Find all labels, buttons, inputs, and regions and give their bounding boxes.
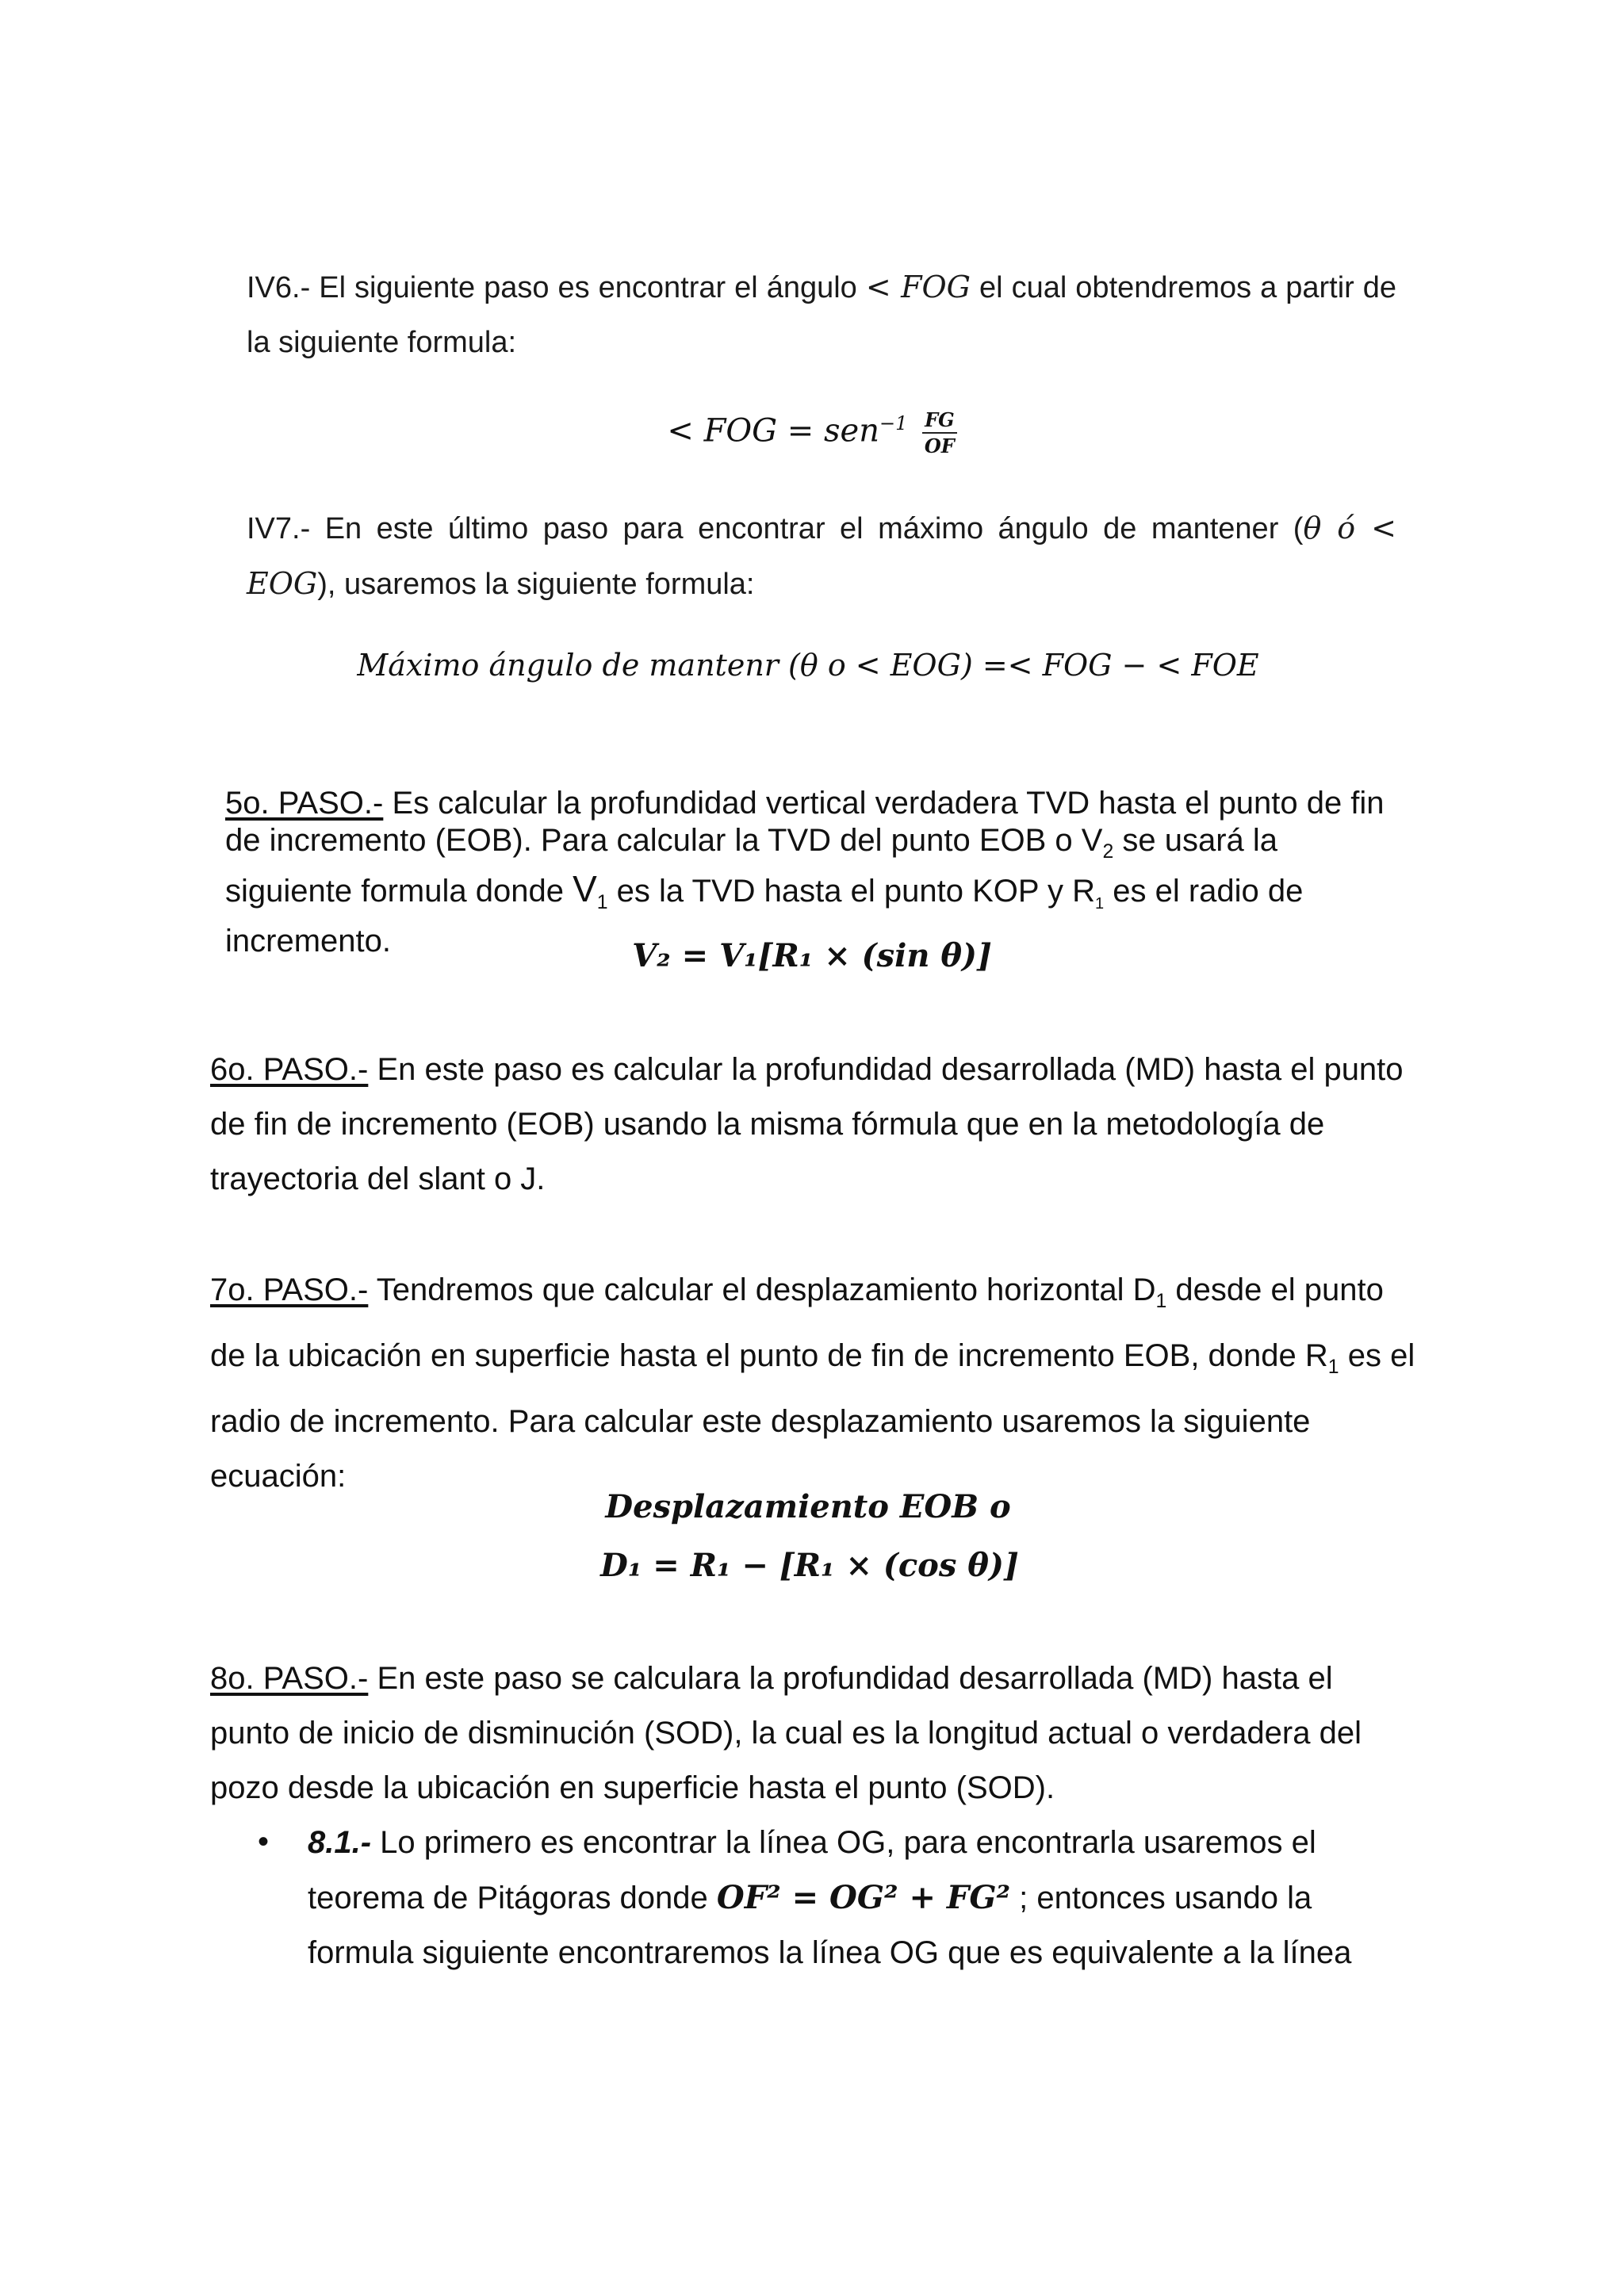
paso7-formula-line2: D₁ = R₁ − [R₁ × (cos θ)]: [600, 1547, 1019, 1584]
bullet-label: 8.1.-: [308, 1825, 372, 1860]
iv7-theta: θ ó <: [1303, 511, 1396, 545]
paso5-label: 5o. PASO.-: [225, 786, 384, 821]
paso6-text: En este paso es calcular la profundidad desarrollada (MD) hasta el punto de fin de incremento (EOB) usando la misma fórmula que en la metodología de trayectoria del slant o J.: [210, 1052, 1404, 1196]
paso6-paragraph: [210, 1043, 1415, 1207]
paso8-label: 8o. PASO.-: [210, 1661, 369, 1696]
paso8-bullet-item: [308, 1816, 1418, 1980]
paso5-text-c: es la TVD hasta el punto KOP y R: [607, 874, 1095, 909]
bullet-text-b: ; entonces usando la formula siguiente encontraremos la línea OG que es equivalente a la línea: [308, 1881, 1352, 1970]
iv6-text-end: el cual obtendremos a partir de la siguiente formula:: [247, 271, 1397, 359]
paso5-paragraph: [225, 785, 1407, 960]
paso6-label: 6o. PASO.-: [210, 1052, 369, 1087]
bullet-marker: •: [258, 1824, 270, 1859]
paso7-text-b: desde el punto de la ubicación en superficie hasta el punto de fin de incremento EOB, donde R: [210, 1272, 1384, 1373]
iv6-formula-lhs: < FOG = sen: [667, 412, 879, 450]
paso5-text-d: es el radio de incremento.: [225, 874, 1304, 959]
fraction-denominator: OF: [924, 434, 955, 457]
paso5-sub-1: 1: [596, 892, 608, 913]
paso5-text-b: se usará la siguiente formula donde: [225, 823, 1278, 909]
paso7-formula-line1: Desplazamiento EOB o: [605, 1488, 1011, 1525]
iv6-angle: < FOG: [865, 270, 971, 304]
paso7-label: 7o. PASO.-: [210, 1272, 369, 1307]
iv6-formula-exponent: −1: [879, 412, 908, 435]
paso5-sub-2: 2: [1102, 841, 1114, 863]
iv7-formula: Máximo ángulo de mantenr (θ o < EOG) =< FOG − < FOE: [357, 648, 1259, 683]
iv6-formula: [0, 408, 1624, 457]
paso5-v: V: [573, 868, 597, 909]
paso7-sub-r1: 1: [1327, 1357, 1339, 1378]
iv6-text-start: IV6.- El siguiente paso es encontrar el ángulo: [247, 271, 857, 304]
fraction-numerator: FG: [922, 411, 957, 434]
iv7-paragraph: [247, 501, 1396, 612]
iv7-text-end: ), usaremos la siguiente formula:: [317, 568, 755, 601]
bullet-text-a: Lo primero es encontrar la línea OG, para encontrarla usaremos el teorema de Pitágoras donde: [308, 1825, 1316, 1915]
paso5-text-a: Es calcular la profundidad vertical verdadera TVD hasta el punto de fin de incremento (EOB). Para calcular la TVD del punto EOB o V: [225, 786, 1385, 858]
paso7-sub-1: 1: [1155, 1291, 1167, 1312]
paso7-text-a: Tendremos que calcular el desplazamiento horizontal D: [368, 1272, 1156, 1307]
paso5-formula: V₂ = V₁[R₁ × (sin θ)]: [632, 937, 992, 974]
paso7-text-c: es el radio de incremento. Para calcular este desplazamiento usaremos la siguiente ecuación:: [210, 1338, 1415, 1494]
paso5-sub-r1: 1: [1094, 895, 1105, 913]
iv6-fraction: [922, 408, 957, 457]
iv6-paragraph: [247, 260, 1396, 370]
paso7-paragraph: [210, 1263, 1415, 1504]
iv7-eog: EOG: [247, 566, 318, 601]
paso8-text: En este paso se calculara la profundidad desarrollada (MD) hasta el punto de inicio de disminución (SOD), la cual es la longitud actual o verdadera del pozo desde la ubicación en superficie hasta el punto (SOD).: [210, 1661, 1362, 1805]
pythagoras-formula: OF² = OG² + FG²: [716, 1879, 1011, 1916]
iv7-text-start: IV7.- En este último paso para encontrar el máximo ángulo de mantener (: [247, 512, 1304, 545]
paso8-paragraph: [210, 1651, 1415, 1816]
